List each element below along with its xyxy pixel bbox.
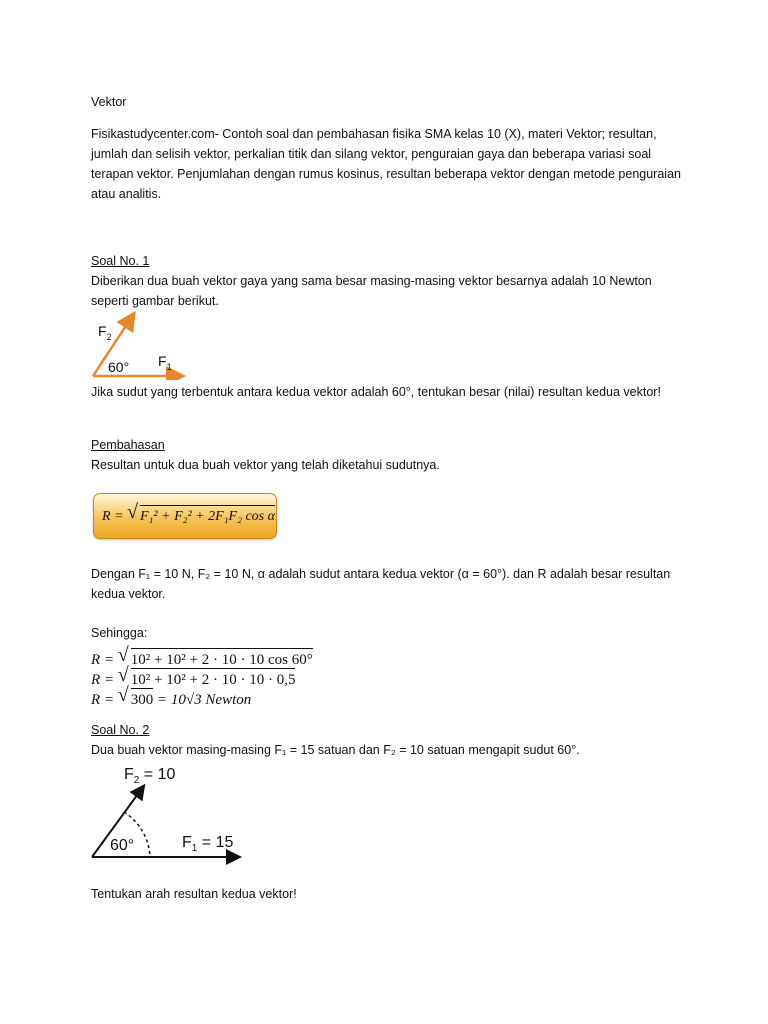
page-title: Vektor (91, 95, 127, 109)
angle-label: 60° (108, 359, 130, 375)
sehingga-label: Sehingga: (91, 626, 148, 640)
pembahasan-explanation: Dengan F₁ = 10 N, F₂ = 10 N, α adalah sudut antara kedua vektor (α = 60°). dan R adalah besar resultan kedua vektor. (91, 567, 671, 601)
f1-label: $F_1$ (158, 353, 172, 372)
soal1-vector-figure (88, 310, 208, 380)
calc-step-1: R = √ 10² + 10² + 2 · 10 · 10 cos 60° (91, 648, 691, 670)
soal2-question: Tentukan arah resultan kedua vektor! (91, 887, 297, 901)
formula-lhs: R = (102, 509, 124, 524)
soal2-heading: Soal No. 2 (91, 723, 150, 737)
soal1-heading: Soal No. 1 (91, 254, 150, 268)
f1-label: $F_1 = 15$ (182, 834, 234, 854)
intro-paragraph: Fisikastudycenter.com- Contoh soal dan pembahasan fisika SMA kelas 10 (X), materi Vektor; resultan, jumlah dan selisih vektor, perkalian titik dan silang vektor, penguraian gaya dan beberapa variasi soal terapan vektor. Penjumlahan dengan rumus kosinus, resultan beberapa vektor dengan metode penguraian atau analitis. (91, 127, 681, 201)
pembahasan-text: Resultan untuk dua buah vektor yang telah diketahui sudutnya. (91, 458, 440, 472)
formula-radicand: F₁² + F₂² + 2F₁F₂ cos α (140, 505, 275, 527)
soal1-text: Diberikan dua buah vektor gaya yang sama besar masing-masing vektor besarnya adalah 10 Newton seperti gambar berikut. (91, 274, 652, 308)
soal1-question: Jika sudut yang terbentuk antara kedua vektor adalah 60°, tentukan besar (nilai) resultan kedua vektor! (91, 385, 661, 399)
angle-label: 60° (110, 837, 135, 854)
calc-step-2: R = √ 10² + 10² + 2 · 10 · 10 · 0,5 (91, 668, 691, 690)
f2-label: $F_2 = 10$ (124, 766, 176, 786)
calc-step-3: R = √ 300 = 10√3 Newton (91, 688, 691, 710)
resultant-formula-box (93, 493, 277, 539)
f2-label: $F_2$ (98, 323, 112, 342)
soal2-text: Dua buah vektor masing-masing F₁ = 15 satuan dan F₂ = 10 satuan mengapit sudut 60°. (91, 743, 580, 757)
soal2-vector-figure (88, 760, 258, 865)
pembahasan-heading: Pembahasan (91, 438, 165, 452)
